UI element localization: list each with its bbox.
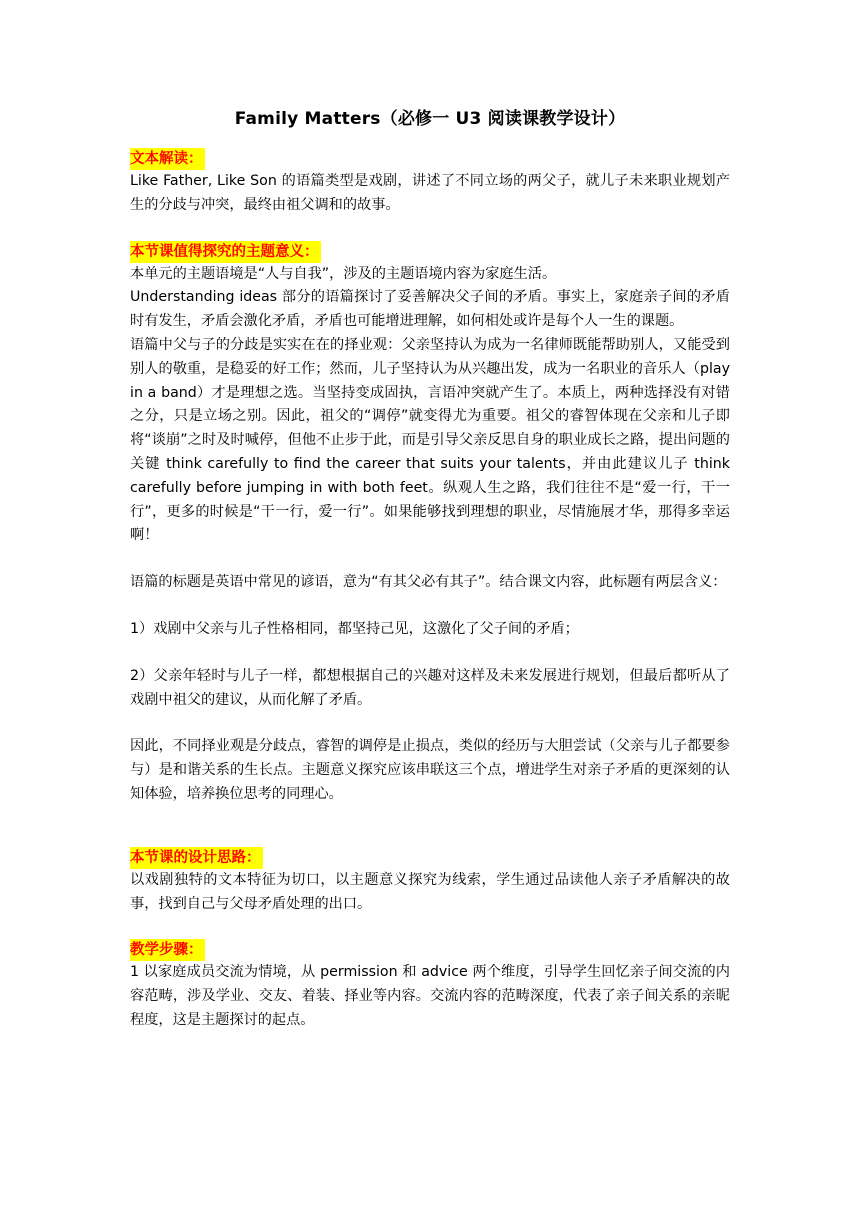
paragraph: 1 以家庭成员交流为情境，从 permission 和 advice 两个维度，引导学生回忆亲子间交流的内容范畴，涉及学业、交友、着装、择业等内容。交流内容的范畴深度，代表了亲子间关系的亲昵程度，这是主题探讨的起点。 [130,964,730,1028]
section-heading: 本节课值得探究的主题意义： [130,241,321,263]
section-teaching-steps [130,939,730,1032]
paragraph: 本单元的主题语境是“人与自我”，涉及的主题语境内容为家庭生活。 [130,265,557,282]
section-heading: 教学步骤： [130,939,205,961]
paragraph: Like Father, Like Son 的语篇类型是戏剧，讲述了不同立场的两父子，就儿子未来职业规划产生的分歧与冲突，最终由祖父调和的故事。 [130,173,730,213]
section-theme-meaning [130,241,730,807]
list-item: 2）父亲年轻时与儿子一样，都想根据自己的兴趣对这样及未来发展进行规划，但最后都听从了戏剧中祖父的建议，从而化解了矛盾。 [130,667,730,708]
section-text-interpretation [130,148,730,218]
paragraph: 语篇中父与子的分歧是实实在在的择业观：父亲坚持认为成为一名律师既能帮助别人，又能受到别人的敬重，是稳妥的好工作；然而，儿子坚持认为从兴趣出发，成为一名职业的音乐人（play in a band）才是理想之选。当坚持变成固执，言语冲突就产生了。本质上，两种选择没有对错之分，只是立场之别。因此，祖父的“调停”就变得尤为重要。祖父的睿智体现在父亲和儿子即将“谈崩”之时及时喊停，但他不止步于此，而是引导父亲反思自身的职业成长之路，提出问题的关键 think carefully to find the career that suits your talents，并由此建议儿子 think carefully before jumping in with both feet。纵观人生之路，我们往往不是“爱一行，干一行”，更多的时候是“干一行，爱一行”。如果能够找到理想的职业，尽情施展才华，那得多幸运啊！ [130,336,730,544]
document-page [130,104,730,1033]
paragraph: 以戏剧独特的文本特征为切口，以主题意义探究为线索，学生通过品读他人亲子矛盾解决的故事，找到自己与父母矛盾处理的出口。 [130,871,730,912]
document-title: Family Matters（必修一 U3 阅读课教学设计） [234,109,626,129]
paragraph: 因此，不同择业观是分歧点，睿智的调停是止损点，类似的经历与大胆尝试（父亲与儿子都要参与）是和谐关系的生长点。主题意义探究应该串联这三个点，增进学生对亲子矛盾的更深刻的认知体验，培养换位思考的同理心。 [130,738,730,802]
paragraph: Understanding ideas 部分的语篇探讨了妥善解决父子间的矛盾。事实上，家庭亲子间的矛盾时有发生，矛盾会激化矛盾，矛盾也可能增进理解，如何相处或许是每个人一生的课题。 [130,289,730,330]
paragraph: 语篇的标题是英语中常见的谚语，意为“有其父必有其子”。结合课文内容，此标题有两层含义： [130,574,727,591]
section-design-idea [130,847,730,917]
section-heading: 本节课的设计思路： [130,847,263,869]
section-heading: 文本解读： [130,148,205,170]
list-item: 1）戏剧中父亲与儿子性格相同，都坚持己见，这激化了父子间的矛盾； [130,620,579,637]
